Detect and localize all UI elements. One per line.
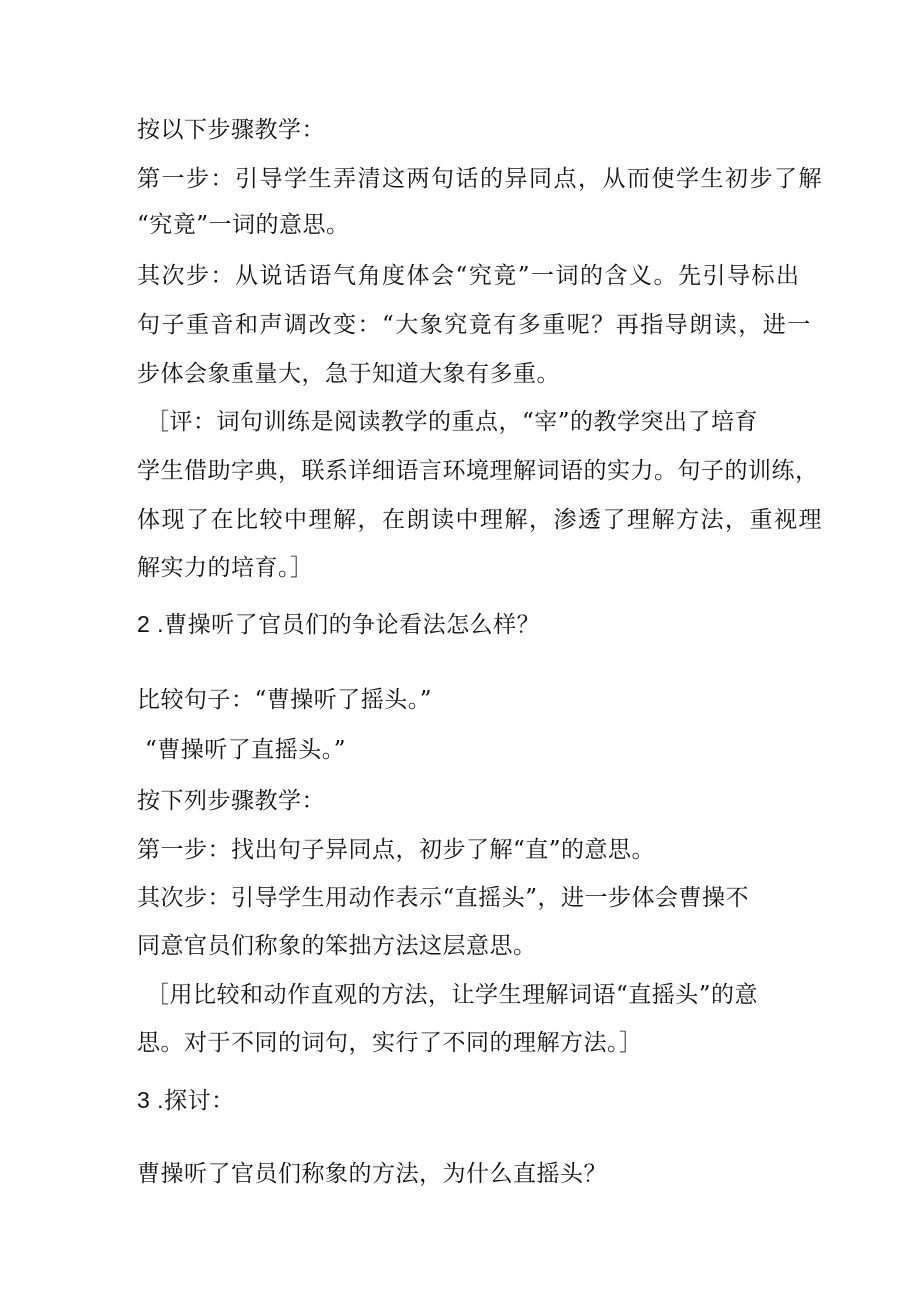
comment-line: ［评：词句训练是阅读教学的重点，“宰”的教学突出了培育 [146, 409, 759, 435]
comment-line: ［用比较和动作直观的方法，让学生理解词语“直摇头”的意 [146, 982, 759, 1008]
text-line: 第一步：找出句子异同点，初步了解“直”的意思。 [137, 837, 656, 863]
text-line: 曹操听了官员们称象的方法，为什么直摇头？ [137, 1161, 607, 1187]
text-line: 步体会象重量大，急于知道大象有多重。 [137, 361, 560, 387]
text-line: 句子重音和声调改变：“大象究竟有多重呢？再指导朗读，进一 [137, 312, 812, 338]
text-line: 同意官员们称象的笨拙方法这层意思。 [137, 933, 537, 959]
text-line: 其次步：引导学生用动作表示“直摇头”，进一步体会曹操不 [137, 885, 750, 911]
text-line: 按下列步骤教学： [137, 788, 325, 814]
text-line: “曹操听了直摇头。” [145, 737, 347, 763]
comment-line: 解实力的培育。］ [137, 555, 314, 581]
comment-line: 体现了在比较中理解，在朗读中理解，渗透了理解方法，重视理 [137, 507, 823, 533]
text-line: 第一步：引导学生弄清这两句话的异同点，从而使学生初步了解 [137, 166, 823, 192]
text-line: “究竟”一词的意思。 [137, 212, 350, 238]
section-heading: 2 .曹操听了官员们的争论看法怎么样？ [137, 611, 541, 637]
text-line: 比较句子：“曹操听了摇头。” [137, 687, 433, 713]
section-heading: 3 .探讨： [137, 1087, 235, 1113]
text-line: 按以下步骤教学： [137, 117, 325, 143]
comment-line: 思。对于不同的词句，实行了不同的理解方法。］ [137, 1030, 643, 1056]
text-line: 其次步：从说话语气角度体会“究竟”一词的含义。先引导标出 [137, 263, 801, 289]
comment-line: 学生借助字典，联系详细语言环境理解词语的实力。句子的训练， [137, 458, 819, 484]
